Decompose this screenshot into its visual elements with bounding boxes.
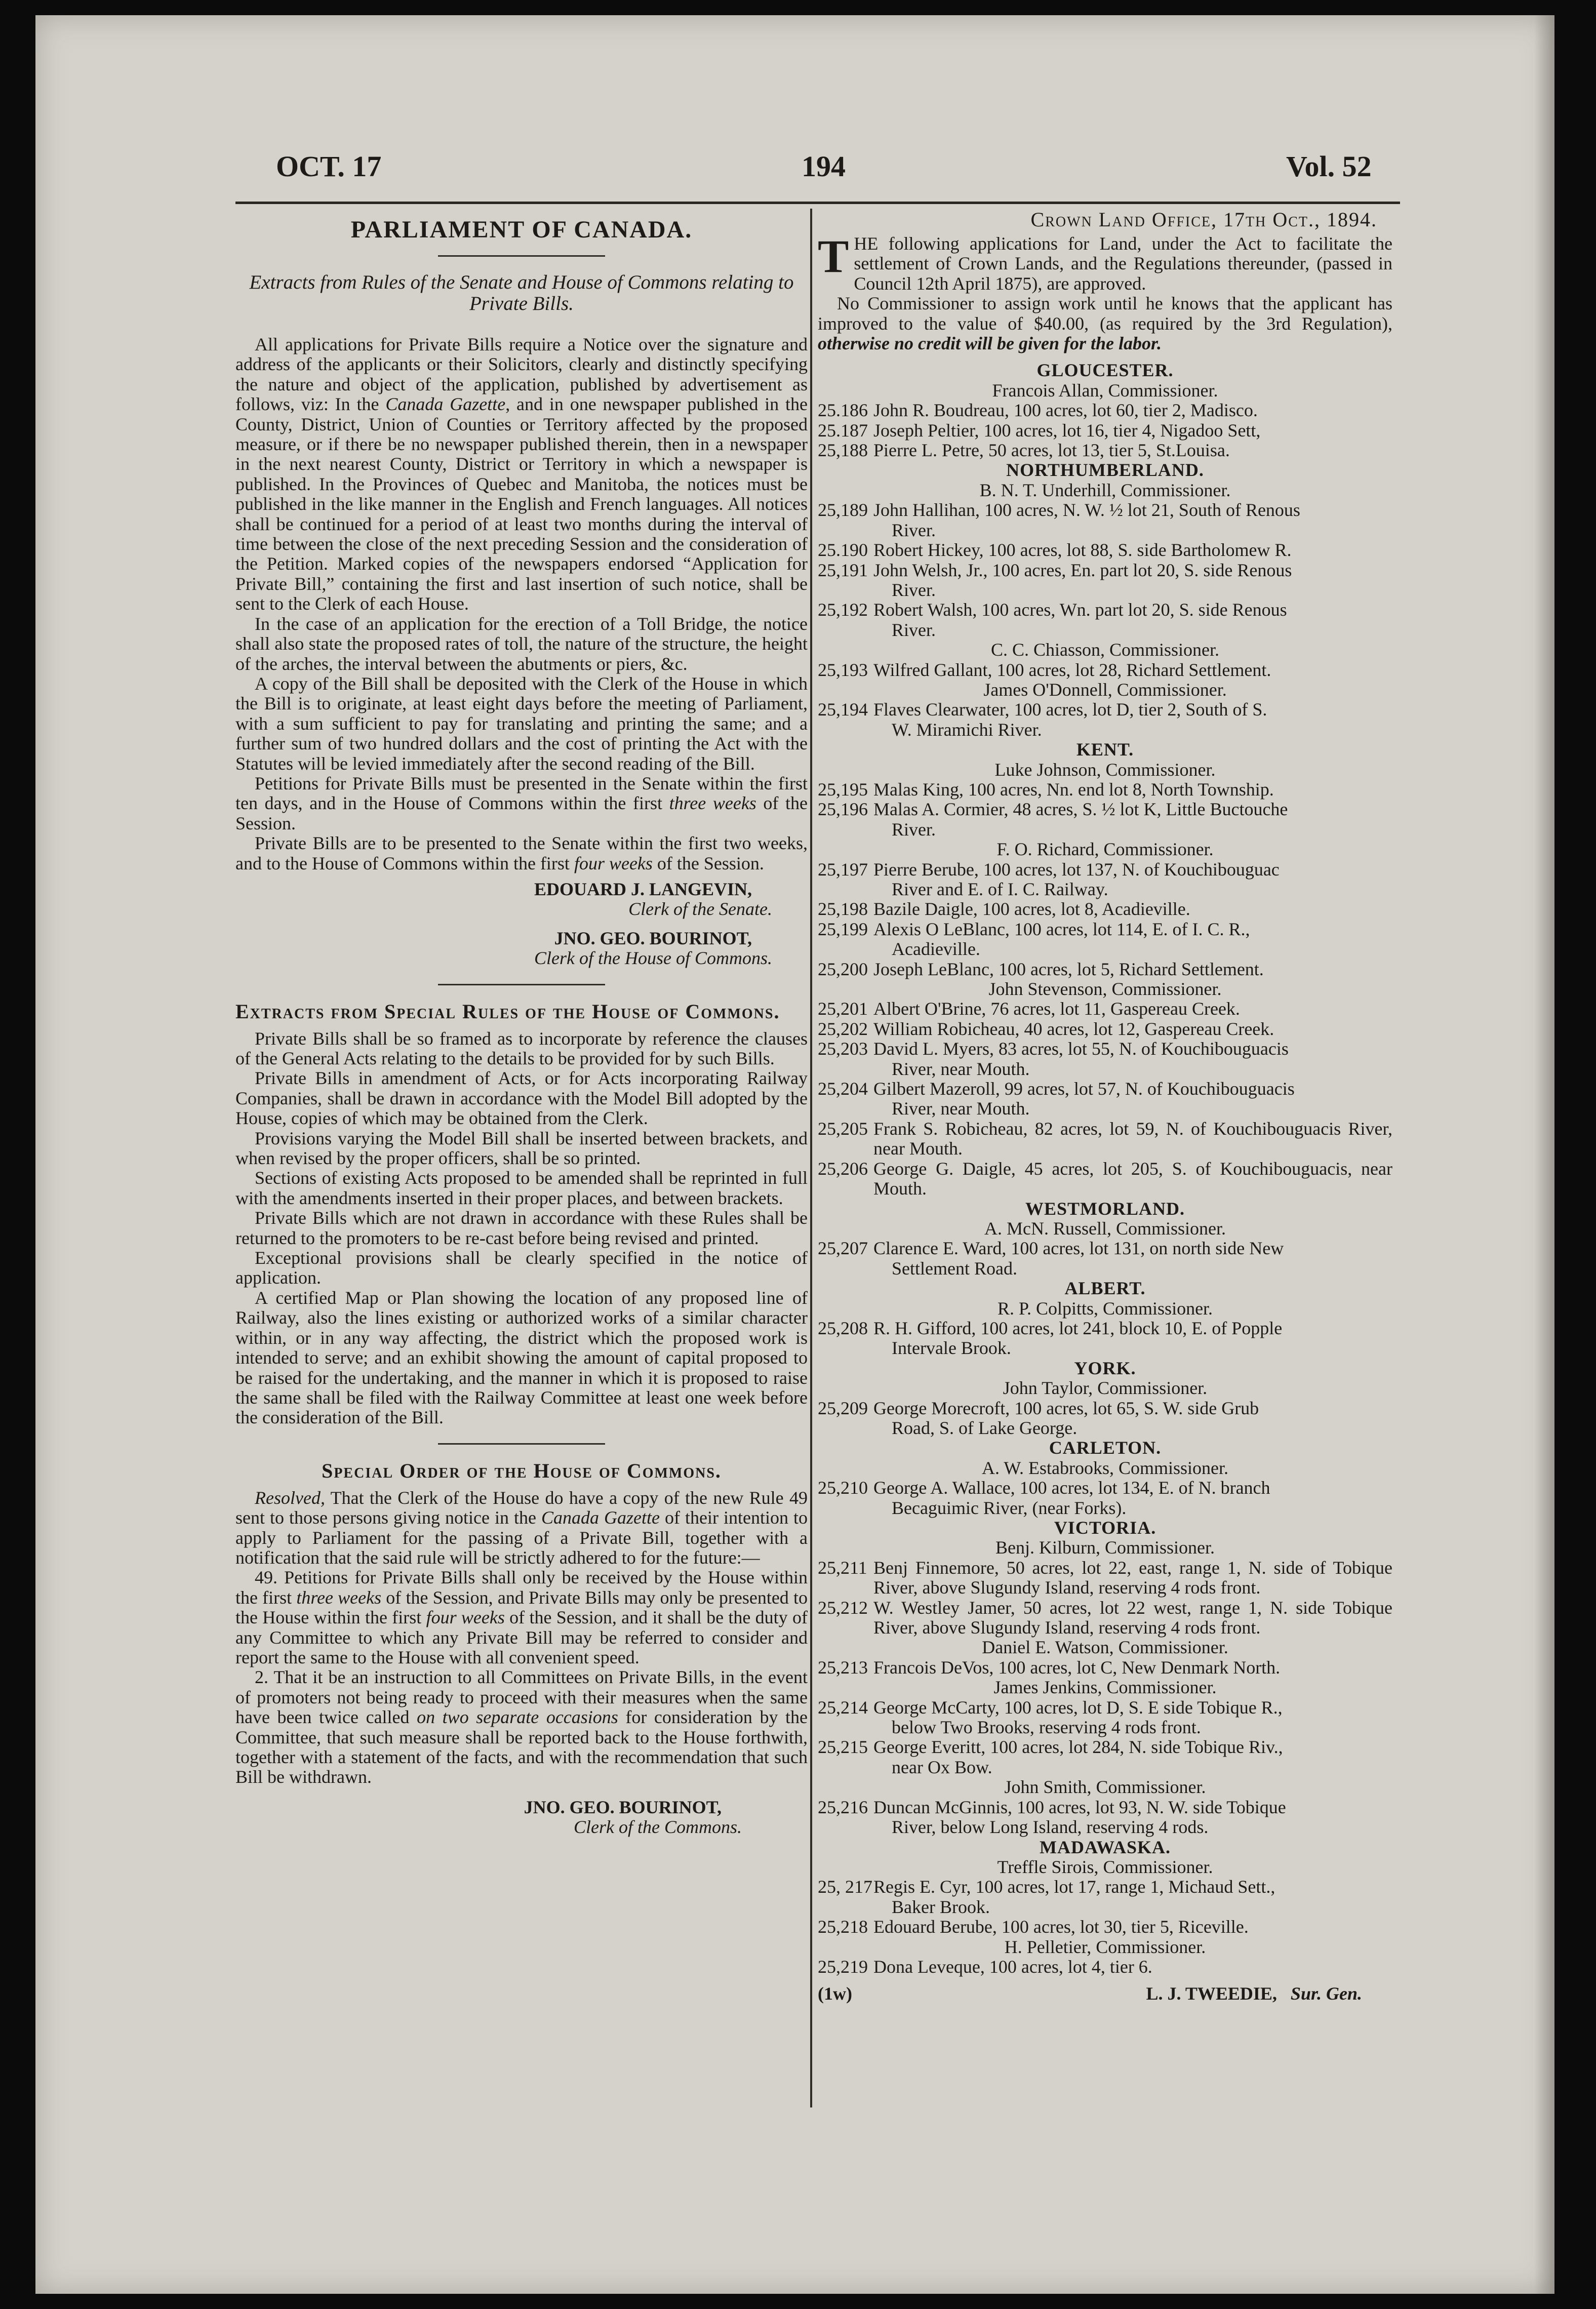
application-text-continued: River and E. of I. C. Railway. [892,879,1108,899]
right-column [818,209,1392,2004]
land-application-entry [818,1399,1392,1439]
left-column [235,209,808,1838]
application-text-continued: Road, S. of Lake George. [892,1417,1078,1438]
special-rules-heading: Extracts from Special Rules of the House of Commons. [235,1000,780,1023]
application-text: Malas King, 100 acres, Nn. end lot 8, North Township. [873,779,1274,800]
application-text-continued: River, near Mouth. [892,1098,1030,1119]
application-number: 25,195 [818,779,868,800]
application-number: 25.186 [818,400,868,421]
county-heading: CARLETON. [1049,1438,1162,1458]
paragraph: A certified Map or Plan showing the location of any proposed line of Railway, also the lines existing or authorized works of a similar character within, or in any way affecting, the district which the proposed work is intended to serve; and an exhibit showing the amount of capital proposed to be raised for the undertaking, and the manner in which it is proposed to raise the same shall be filed with the Railway Committee at least one week before the consideration of the Bill. [235,1287,808,1428]
application-number: 25,194 [818,699,868,720]
application-number: 25,215 [818,1737,868,1758]
commissioner-line: A. McN. Russell, Commissioner. [984,1218,1226,1239]
parliament-title: PARLIAMENT OF CANADA. [350,216,693,243]
application-number: 25,205 [818,1118,868,1139]
land-application-entry [818,1658,1392,1678]
application-number: 25, 217 [818,1877,872,1897]
commissioner-line: James O'Donnell, Commissioner. [983,679,1227,700]
application-number: 25,192 [818,600,868,620]
land-application-entry [818,500,1392,540]
commissioner-line: Luke Johnson, Commissioner. [994,759,1216,780]
land-application-entry [818,1239,1392,1279]
signature-bourinot-title: Clerk of the House of Commons. [534,948,772,969]
title-rule [438,255,605,257]
application-number: 25,208 [818,1318,868,1338]
land-application-entry [818,600,1392,640]
application-number: 25,196 [818,799,868,820]
commissioner-line: Francois Allan, Commissioner. [992,380,1218,401]
commissioner-line: H. Pelletier, Commissioner. [1004,1936,1206,1957]
application-number: 25.190 [818,540,868,561]
application-number: 25,188 [818,440,868,461]
commissioner-line: John Stevenson, Commissioner. [988,979,1222,1000]
land-application-entry [818,1019,1392,1039]
application-text: Edouard Berube, 100 acres, lot 30, tier 5, Riceville. [873,1917,1249,1937]
paragraph: Private Bills which are not drawn in accordance with these Rules shall be returned to the promoters to be re-cast before being revised and printed. [235,1208,808,1248]
land-application-entry [818,421,1392,441]
commissioner-line: Benj. Kilburn, Commissioner. [995,1537,1215,1558]
application-text-continued: River. [892,520,936,540]
application-number: 25,213 [818,1657,868,1678]
commissioner-line: A. W. Estabrooks, Commissioner. [981,1457,1229,1478]
land-application-entry [818,960,1392,979]
land-application-entry [818,1319,1392,1359]
application-text: George Morecroft, 100 acres, lot 65, S. W. side Grub Road, S. of Lake George. [873,1399,1392,1439]
paragraph: In the case of an application for the erection of a Toll Bridge, the notice shall also state the proposed rates of toll, the nature of the structure, the height of the arches, the interval between the abutments or piers, &c. [235,613,808,674]
application-text-continued: Settlement Road. [892,1258,1017,1279]
paragraph: Exceptional provisions shall be clearly specified in the notice of application. [235,1248,808,1288]
land-application-entry [818,1798,1392,1838]
application-number: 25,207 [818,1238,868,1259]
surveyor-signature [1146,1984,1363,2004]
application-number: 25,189 [818,500,868,521]
paragraph: Resolved, That the Clerk of the House do have a copy of the new Rule 49 sent to those persons giving notice in the Canada Gazette of their intention to apply to Parliament for the passing of a Private Bill, together with a notification that the said rule will be strictly adhered to for the future:— [235,1487,808,1568]
application-text: George McCarty, 100 acres, lot D, S. E side Tobique R., below Two Brooks, reserving 4 rods front. [873,1698,1392,1738]
paragraph: All applications for Private Bills require a Notice over the signature and address of the applicants or their Solicitors, clearly and distinctly specifying the nature and object of the application, published by advertisement as follows, viz: In the Canada Gazette, and in one newspaper published in the County, District, Union of Counties or Territory affected by the proposed measure, or if there be no newspaper published therein, then in a newspaper in the next nearest County, District or Territory in which a newspaper is published. In the Provinces of Quebec and Manitoba, the notices must be published in the like manner in the English and French languages. All notices shall be continued for a period of at least two months during the interval of time between the close of the next preceding Session and the consideration of the Petition. Marked copies of the newspapers endorsed “Application for Private Bill,” containing the first and last insertion of such notice, shall be sent to the Clerk of each House. [235,334,808,614]
paragraph: 2. That it be an instruction to all Committees on Private Bills, in the event of promoters not being ready to proceed with their measures when the same have been twice called on two separate occasions for consideration by the Committee, that such measure shall be reported back to the House forthwith, together with a statement of the facts, and with the recommendation that such Bill be withdrawn. [235,1667,808,1787]
application-text-continued: below Two Brooks, reserving 4 rods front. [892,1717,1201,1738]
application-text: Flaves Clearwater, 100 acres, lot D, tier 2, South of S. W. Miramichi River. [873,700,1392,740]
application-text: Benj Finnemore, 50 acres, lot 22, east, range 1, N. side of Tobique River, above Slugundy Island, reserving 4 rods front. [873,1557,1392,1598]
commissioner-line: John Smith, Commissioner. [1004,1777,1206,1798]
application-text: Albert O'Brine, 76 acres, lot 11, Gaspereau Creek. [873,999,1240,1019]
application-number: 25,202 [818,1018,868,1039]
column-divider [810,209,812,2107]
application-text: Clarence E. Ward, 100 acres, lot 131, on north side New Settlement Road. [873,1239,1392,1279]
paragraph: Private Bills in amendment of Acts, or for Acts incorporating Railway Companies, shall be drawn in accordance with the Model Bill adopted by the House, copies of which may be obtained from the Clerk. [235,1068,808,1129]
header-rule [235,202,1400,204]
section-rule-2 [438,1443,605,1445]
application-text: George A. Wallace, 100 acres, lot 134, E. of N. branch Becaguimic River, (near Forks). [873,1478,1392,1518]
application-text: David L. Myers, 83 acres, lot 55, N. of Kouchibouguacis River, near Mouth. [873,1039,1392,1079]
application-text: R. H. Gifford, 100 acres, lot 241, block 10, E. of Popple Intervale Brook. [873,1319,1392,1359]
land-application-entry [818,561,1392,601]
land-application-entry [818,800,1392,840]
page-header [235,149,1390,200]
application-number: 25,216 [818,1797,868,1817]
application-text: Joseph LeBlanc, 100 acres, lot 5, Richard Settlement. [873,959,1264,979]
application-text: Duncan McGinnis, 100 acres, lot 93, N. W. side Tobique River, below Long Island, reserving 4 rods. [873,1798,1392,1838]
county-heading: YORK. [1074,1358,1136,1378]
rules-subtitle: Extracts from Rules of the Senate and House of Commons relating to Private Bills. [249,271,794,314]
application-number: 25,218 [818,1917,868,1937]
application-number: 25,198 [818,899,868,920]
commissioner-line: R. P. Colpitts, Commissioner. [997,1298,1213,1319]
application-number: 25,199 [818,919,868,939]
crown-land-office-heading: Crown Land Office, 17th Oct., 1894. [1030,208,1377,231]
page-edge-shadow [1534,15,1554,2294]
county-heading: KENT. [1076,739,1134,760]
land-application-entry [818,860,1392,900]
application-number: 25,206 [818,1158,868,1179]
land-application-entry [818,1079,1392,1119]
application-text: Joseph Peltier, 100 acres, lot 16, tier 4, Nigadoo Sett, [873,420,1261,441]
land-application-entry [818,1957,1392,1977]
application-text: Bazile Daigle, 100 acres, lot 8, Acadieville. [873,899,1190,920]
application-number: 25,204 [818,1079,868,1099]
land-application-entry [818,1917,1392,1937]
application-number: 25,214 [818,1697,868,1718]
paragraph: Private Bills are to be presented to the Senate within the first two weeks, and to the House of Commons within the first four weeks of the Session. [235,833,808,873]
special-order-paragraphs [235,1488,808,1787]
paragraph: Provisions varying the Model Bill shall be inserted between brackets, and when revised by the proper officers, shall be so printed. [235,1128,808,1169]
intro-text: HE following applications for Land, under the Act to facilitate the settlement of Crown Lands, and the Regulations thereunder, (passed in Council 12th April 1875), are approved. [854,233,1392,294]
land-application-entry [818,1478,1392,1518]
application-number: 25,209 [818,1398,868,1418]
land-application-entry [818,441,1392,460]
application-text: William Robicheau, 40 acres, lot 12, Gaspereau Creek. [873,1018,1274,1039]
commissioner-line: B. N. T. Underhill, Commissioner. [979,480,1231,500]
application-number: 25,197 [818,859,868,880]
county-heading: ALBERT. [1064,1278,1146,1299]
application-text: John Hallihan, 100 acres, N. W. ½ lot 21, South of Renous River. [873,500,1392,540]
application-text: Pierre Berube, 100 acres, lot 137, N. of Kouchibouguac River and E. of I. C. Railway. [873,860,1392,900]
application-text: Robert Walsh, 100 acres, Wn. part lot 20, S. side Renous River. [873,600,1392,640]
application-text: Malas A. Cormier, 48 acres, S. ½ lot K, Little Buctouche River. [873,800,1392,840]
land-application-entry [818,1698,1392,1738]
application-text: Dona Leveque, 100 acres, lot 4, tier 6. [873,1956,1152,1977]
land-application-entry [818,1737,1392,1777]
notice-paragraph [818,294,1392,353]
application-text-continued: River. [892,579,936,600]
application-text-continued: Acadieville. [892,939,980,960]
commissioner-line: James Jenkins, Commissioner. [993,1677,1217,1698]
county-heading: WESTMORLAND. [1025,1198,1185,1219]
application-text-continued: Becaguimic River, (near Forks). [892,1497,1127,1518]
header-volume: Vol. 52 [1286,150,1372,183]
application-text: Wilfred Gallant, 100 acres, lot 28, Richard Settlement. [873,659,1271,680]
header-date: OCT. 17 [276,150,382,183]
rules-paragraphs [235,335,808,873]
intro-paragraph [818,230,1392,294]
application-text: Regis E. Cyr, 100 acres, lot 17, range 1, Michaud Sett., Baker Brook. [873,1877,1392,1917]
notice-emphasis: otherwise no credit will be given for the labor. [818,333,1162,354]
land-application-entry [818,660,1392,680]
land-application-entry [818,540,1392,560]
insertion-code: (1w) [818,1983,852,2004]
county-heading: VICTORIA. [1054,1518,1156,1538]
application-number: 25,212 [818,1597,868,1618]
application-number: 25,193 [818,659,868,680]
signature-bourinot: JNO. GEO. BOURINOT, [554,928,752,948]
signature-bourinot-2-title: Clerk of the Commons. [574,1817,742,1838]
application-number: 25,210 [818,1478,868,1498]
land-applications-list [818,361,1392,1977]
land-application-entry [818,401,1392,420]
application-text: W. Westley Jamer, 50 acres, lot 22 west, range 1, N. side Tobique River, above Slugundy Island, reserving 4 rods front. [873,1597,1392,1638]
surveyor-name: L. J. TWEEDIE, [1146,1983,1277,2004]
application-text: George Everitt, 100 acres, lot 284, N. side Tobique Riv., near Ox Bow. [873,1737,1392,1777]
commissioner-line: John Taylor, Commissioner. [1003,1378,1208,1399]
application-text: Alexis O LeBlanc, 100 acres, lot 114, E. of I. C. R., Acadieville. [873,920,1392,960]
paragraph: Sections of existing Acts proposed to be amended shall be reprinted in full with the amendments inserted in their proper places, and between brackets. [235,1168,808,1208]
application-number: 25.187 [818,420,868,441]
special-rules-paragraphs [235,1029,808,1428]
application-text: George G. Daigle, 45 acres, lot 205, S. of Kouchibouguacis, near Mouth. [873,1158,1392,1199]
application-text: Robert Hickey, 100 acres, lot 88, S. side Bartholomew R. [873,540,1292,561]
land-application-entry [818,1877,1392,1917]
application-text: Frank S. Robicheau, 82 acres, lot 59, N. of Kouchibouguacis River, near Mouth. [873,1118,1392,1159]
special-order-heading: Special Order of the House of Commons. [322,1459,722,1482]
application-text: Pierre L. Petre, 50 acres, lot 13, tier 5, St.Louisa. [873,440,1230,461]
land-application-entry [818,1039,1392,1079]
land-application-entry [818,1598,1392,1638]
application-text: John Welsh, Jr., 100 acres, En. part lot 20, S. side Renous River. [873,561,1392,601]
commissioner-line: Treffle Sirois, Commissioner. [997,1856,1213,1877]
land-application-entry [818,1558,1392,1598]
paragraph: 49. Petitions for Private Bills shall only be received by the House within the first three weeks of the Session, and Private Bills may only be presented to the House within the first four weeks of the Session, and it shall be the duty of any Committee to which any Private Bill may be referred to consider and report the same to the House with all convenient speed. [235,1567,808,1667]
commissioner-line: C. C. Chiasson, Commissioner. [990,640,1220,660]
section-rule-1 [438,984,605,985]
paragraph: Petitions for Private Bills must be presented in the Senate within the first ten days, and in the House of Commons within the first three weeks of the Session. [235,773,808,833]
county-heading: GLOUCESTER. [1036,360,1174,381]
surveyor-signature-row [818,1984,1392,2004]
land-application-entry [818,700,1392,740]
application-text: Gilbert Mazeroll, 99 acres, lot 57, N. of Kouchibouguacis River, near Mouth. [873,1079,1392,1119]
surveyor-title: Sur. Gen. [1290,1983,1362,2004]
notice-text: No Commissioner to assign work until he knows that the applicant has improved to the value of $40.00, (as required by the 3rd Regulation), [818,293,1392,334]
application-text-continued: River. [892,819,936,840]
application-text-continued: River. [892,619,936,640]
application-number: 25,191 [818,560,868,580]
signature-bourinot-2: JNO. GEO. BOURINOT, [524,1797,722,1817]
application-text-continued: River, below Long Island, reserving 4 rods. [892,1817,1209,1838]
land-application-entry [818,920,1392,960]
application-text-continued: Intervale Brook. [892,1338,1011,1359]
application-text-continued: River, near Mouth. [892,1058,1030,1079]
application-number: 25,211 [818,1557,867,1578]
application-number: 25,203 [818,1039,868,1059]
application-text-continued: W. Miramichi River. [892,719,1042,740]
drop-cap: T [818,230,849,282]
application-text-continued: Baker Brook. [892,1896,990,1917]
header-page-number: 194 [802,150,846,183]
commissioner-line: Daniel E. Watson, Commissioner. [982,1637,1228,1658]
land-application-entry [818,1159,1392,1199]
county-heading: MADAWASKA. [1039,1837,1171,1857]
land-application-entry [818,780,1392,800]
land-application-entry [818,899,1392,919]
land-application-entry [818,1119,1392,1159]
signature-langevin: EDOUARD J. LANGEVIN, [534,879,752,899]
commissioner-line: F. O. Richard, Commissioner. [996,839,1214,860]
application-number: 25,219 [818,1956,868,1977]
paragraph: A copy of the Bill shall be deposited with the Clerk of the House in which the Bill is to originate, at least eight days before the meeting of Parliament, with a sum sufficient to pay for translating and printing the same; and a further sum of two hundred dollars and the cost of printing the Act with the Statutes will be levied immediately after the second reading of the Bill. [235,673,808,774]
paragraph: Private Bills shall be so framed as to incorporate by reference the clauses of the General Acts relating to the details to be provided for by such Bills. [235,1028,808,1068]
application-text-continued: near Ox Bow. [892,1757,992,1777]
application-number: 25,201 [818,999,868,1019]
application-number: 25,200 [818,959,868,979]
application-text: John R. Boudreau, 100 acres, lot 60, tier 2, Madisco. [873,400,1258,421]
land-application-entry [818,999,1392,1019]
county-heading: NORTHUMBERLAND. [1006,460,1204,481]
signature-langevin-title: Clerk of the Senate. [628,899,772,920]
application-text: Francois DeVos, 100 acres, lot C, New Denmark North. [873,1657,1281,1678]
